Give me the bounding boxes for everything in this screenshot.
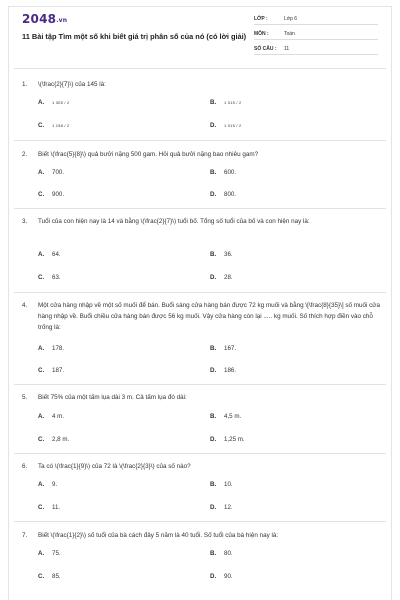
answer-option-c[interactable] [38,436,69,443]
option-value: 85. [52,573,61,580]
question-divider [14,453,386,454]
option-letter: C. [38,191,45,198]
option-letter: A. [38,99,45,106]
question-text: Ta có \(\frac{1}{9}\) của 72 là \(\frac{2}{3}\) của số nào? [38,463,191,470]
option-letter: A. [38,169,45,176]
answer-option-a[interactable] [38,481,57,488]
option-value: 4 m. [52,413,65,420]
option-letter: D. [210,191,217,198]
option-letter: A. [38,413,45,420]
question-text: Một cửa hàng nhập về một số muối để bán. Buổi sáng cửa hàng bán được 72 kg muối và bằng \[\frac{8}{35}\] số muối cửa hàng nhập về. Buổi chiều cửa hàng bán được 56 kg muối. Vậy cửa hàng còn lại ..... kg muối. Số thích hợp điền vào chỗ trống là: [38,302,380,331]
meta-value: Toán [284,31,295,37]
answer-option-d[interactable] [210,436,245,443]
option-value: 1 305 / 2 [52,100,70,105]
question-number: 3. [22,218,28,225]
option-letter: C. [38,504,45,511]
option-value: 28. [224,274,233,281]
answer-option-a[interactable] [38,251,61,258]
question-divider [14,140,386,141]
option-letter: B. [210,345,217,352]
answer-option-a[interactable] [38,345,64,352]
option-value: 11. [52,504,61,511]
option-value: 9. [52,481,58,488]
answer-option-d[interactable] [210,504,233,511]
option-value: 80. [224,550,233,557]
meta-label: LỚP : [254,16,268,22]
meta-label: MÔN : [254,31,269,37]
option-letter: C. [38,122,45,129]
option-letter: C. [38,274,45,281]
question-number: 7. [22,532,28,539]
answer-option-d[interactable] [210,122,241,129]
option-letter: D. [210,274,217,281]
question-divider [14,208,386,209]
option-value: 178. [52,345,65,352]
page-title: 11 Bài tập Tìm một số khi biết giá trị phân số của nó (có lời giải) [22,32,247,41]
answer-option-a[interactable] [38,169,64,176]
meta-row-class [254,15,378,25]
option-letter: A. [38,345,45,352]
option-value: 1 015 / 2 [224,123,242,128]
option-value: 4,5 m. [224,413,242,420]
option-value: 64. [52,251,61,258]
answer-option-a[interactable] [38,99,69,106]
option-letter: B. [210,550,217,557]
site-logo[interactable]: 2048.vn [22,12,68,26]
option-letter: B. [210,169,217,176]
answer-option-c[interactable] [38,122,69,129]
option-value: 167. [224,345,237,352]
option-value: 36. [224,251,233,258]
question-text: Biết 75% của một tấm lụa dài 3 m. Cả tấm lụa đó dài: [38,394,187,401]
question-divider [14,384,386,385]
option-letter: D. [210,122,217,129]
meta-value: Lớp 6 [284,16,298,22]
answer-option-b[interactable] [210,99,241,106]
answer-option-b[interactable] [210,251,233,258]
meta-row-subject [254,30,378,40]
option-letter: C. [38,436,45,443]
question-text: Biết \(\frac{1}{2}\) số tuổi của bà cách đây 5 năm là 40 tuổi. Số tuổi của bà hiện nay là: [38,532,279,539]
answer-option-c[interactable] [38,504,60,511]
answer-option-c[interactable] [38,274,61,281]
question-text: \(\frac{2}{7}\) của 145 là: [38,81,106,88]
option-value: 900. [52,191,65,198]
answer-option-c[interactable] [38,573,61,580]
question-number: 6. [22,463,28,470]
answer-option-d[interactable] [210,274,233,281]
option-value: 12. [224,504,233,511]
meta-label: SỐ CÂU : [254,46,277,52]
option-value: 187. [52,367,65,374]
answer-option-c[interactable] [38,191,64,198]
answer-option-d[interactable] [210,367,236,374]
option-letter: A. [38,550,45,557]
answer-option-b[interactable] [210,481,233,488]
answer-option-b[interactable] [210,413,241,420]
option-letter: A. [38,481,45,488]
answer-option-a[interactable] [38,550,61,557]
option-value: 90. [224,573,233,580]
answer-option-b[interactable] [210,169,236,176]
question-number: 1. [22,81,28,88]
question-text: Tuổi của con hiện nay là 14 và bằng \(\frac{2}{7}\) tuổi bố. Tổng số tuổi của bố và con hiện nay là: [38,218,310,225]
header-divider [14,68,386,69]
option-value: 1 158 / 2 [52,123,70,128]
option-value: 600. [224,169,237,176]
answer-option-a[interactable] [38,413,64,420]
question-number: 5. [22,394,28,401]
question-text: Biết \(\frac{5}{8}\) quả bưởi nặng 500 gam. Hỏi quả bưởi nặng bao nhiêu gam? [38,151,259,158]
meta-value: 11 [284,46,290,52]
answer-option-c[interactable] [38,367,64,374]
option-value: 1 015 / 2 [224,100,242,105]
option-letter: B. [210,251,217,258]
option-value: 1,25 m. [224,436,245,443]
option-letter: A. [38,251,45,258]
option-value: 10. [224,481,233,488]
answer-option-b[interactable] [210,345,236,352]
meta-row-count [254,45,378,55]
option-letter: D. [210,573,217,580]
option-letter: B. [210,99,217,106]
answer-option-b[interactable] [210,550,233,557]
answer-option-d[interactable] [210,573,233,580]
answer-option-d[interactable] [210,191,236,198]
option-value: 800. [224,191,237,198]
option-value: 75. [52,550,61,557]
option-letter: C. [38,367,45,374]
option-value: 186. [224,367,237,374]
option-value: 700. [52,169,65,176]
option-letter: B. [210,481,217,488]
option-letter: C. [38,573,45,580]
question-number: 4. [22,302,28,309]
question-divider [14,292,386,293]
option-letter: B. [210,413,217,420]
option-letter: D. [210,504,217,511]
option-value: 2,8 m. [52,436,70,443]
option-letter: D. [210,367,217,374]
question-divider [14,521,386,522]
question-number: 2. [22,151,28,158]
option-value: 63. [52,274,61,281]
option-letter: D. [210,436,217,443]
